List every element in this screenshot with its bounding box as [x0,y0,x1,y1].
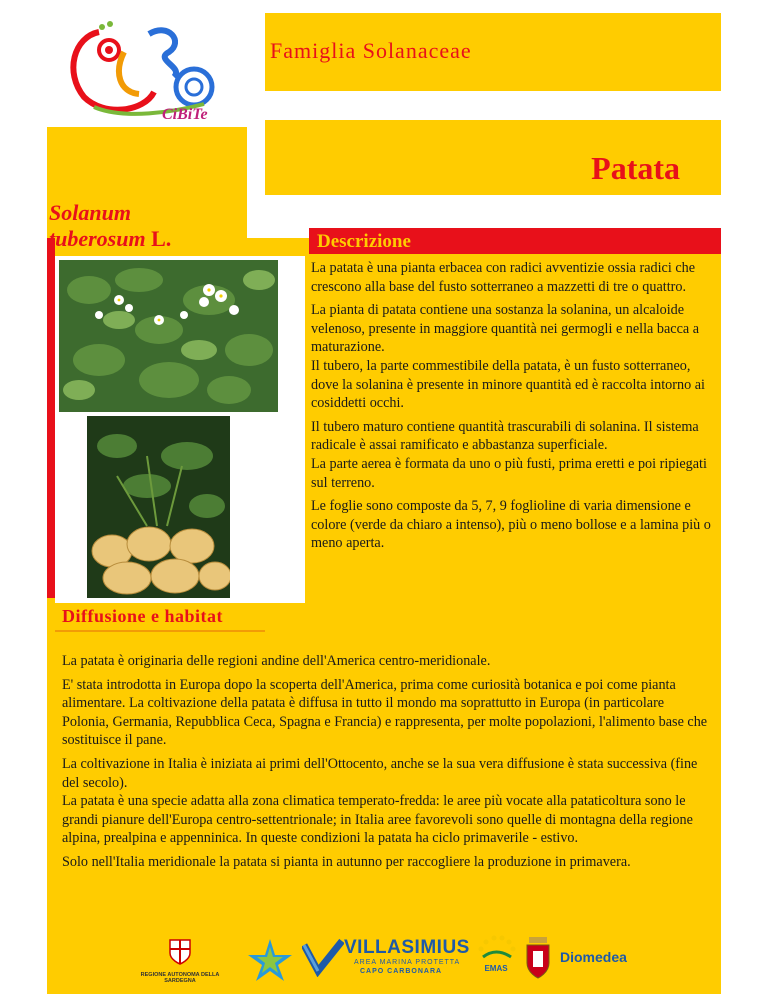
family-title: Famiglia Solanaceae [270,38,472,63]
scientific-name [49,200,171,252]
description-body [311,259,715,558]
species: tuberosum [49,226,146,251]
diffusion-paragraph: La patata è una specie adatta alla zona climatica temperato-fredda: le aree più vocate alla pataticoltura sono le grandi pianure dell'Europa centro-settentrionale; in Italia aree favorevoli sono quelle di montagna della regione alpina, prealpina e appenninica. In queste condizioni la patata ha ciclo primaverile - estivo. [62,793,693,847]
potato-plant-photo [59,260,278,412]
diffusion-paragraph: E' stata introdotta in Europa dopo la scoperta dell'America, prima come curiosità botanica e poi come pianta alimentare. La coltivazione della patata è diffusa in tutto il mondo ma soprattutto in Europa (in particolare Polonia, Germania, Repubblica Ceca, Spagna e Francia) e rappresenta, per molte popolazioni, l'alimento base che sostituisce il pane. [62,676,708,749]
heading-underline [55,630,265,632]
description-heading: Descrizione [317,231,411,252]
logo-text: CiBiTe [162,106,208,122]
capo-carbonara-label: CAPO CARBONARA [360,968,443,975]
diffusion-paragraph: La patata è originaria delle regioni andine dell'America centro-meridionale. [62,653,491,669]
diffusion-paragraph: Solo nell'Italia meridionale la patata si pianta in autunno per raccogliere la produzione in primavera. [62,853,631,870]
page-title: Patata [591,150,680,186]
villasimius-label: VILLASIMIUS [344,937,470,958]
emas-logo [472,935,520,973]
description-heading-bar [309,228,721,254]
description-paragraph: Le foglie sono composte da 5, 7, 9 foglioline di varia dimensione e colore (verde da chiaro a intenso), più o meno bollose e a lamina più o meno aperta. [311,498,711,552]
author-abbrev: L. [151,226,172,251]
description-paragraph: Il tubero maturo contiene quantità trascurabili di solanina. Il sistema radicale è assai ramificato e abbastanza superficiale. [311,418,699,454]
diffusion-body [62,652,712,877]
villasimius-wave-icon [302,937,344,977]
description-paragraph: Il tubero, la parte commestibile della patata, è un fusto sotterraneo, dove la solanina è presente in minore quantità ed è raccolta intorno ai cosiddetti occhi. [311,357,705,412]
description-paragraph: La patata è una pianta erbacea con radici avventizie ossia radici che crescono alla base del fusto sotterraneo a mazzetti di tre o quattro. [311,260,696,295]
emas-stars-icon [475,935,517,959]
amp-label: AREA MARINA PROTETTA [354,959,461,966]
genus: Solanum [49,200,131,225]
diffusion-heading: Diffusione e habitat [62,606,224,626]
potato-tubers-photo [87,416,230,598]
description-paragraph: La pianta di patata contiene una sostanza la solanina, un alcaloide velenoso, presente in maggiore quantità nei germogli e nella bacca a maturazione. [311,302,700,356]
red-accent-strip [47,238,55,598]
sardegna-crest-icon [169,939,191,965]
municipality-crest-icon [525,935,551,979]
description-paragraph: La parte aerea è formata da uno o più fusti, prima eretti e poi ripiegati sul terreno. [311,455,707,491]
sponsor-logos [120,935,660,985]
emas-label: EMAS [484,964,508,973]
diomedea-logo [560,949,655,967]
sardegna-label: REGIONE AUTONOMA DELLA SARDEGNA [140,972,220,984]
cibite-spiral-logo [54,12,244,122]
ministero-ambiente-star-icon [240,937,300,982]
diomedea-label: Diomedea [560,949,627,965]
diffusion-paragraph: La coltivazione in Italia è iniziata ai primi dell'Ottocento, anche se la sua vera diffusione è stata successiva (fine del secolo). [62,755,698,791]
sardegna-logo [130,939,230,984]
